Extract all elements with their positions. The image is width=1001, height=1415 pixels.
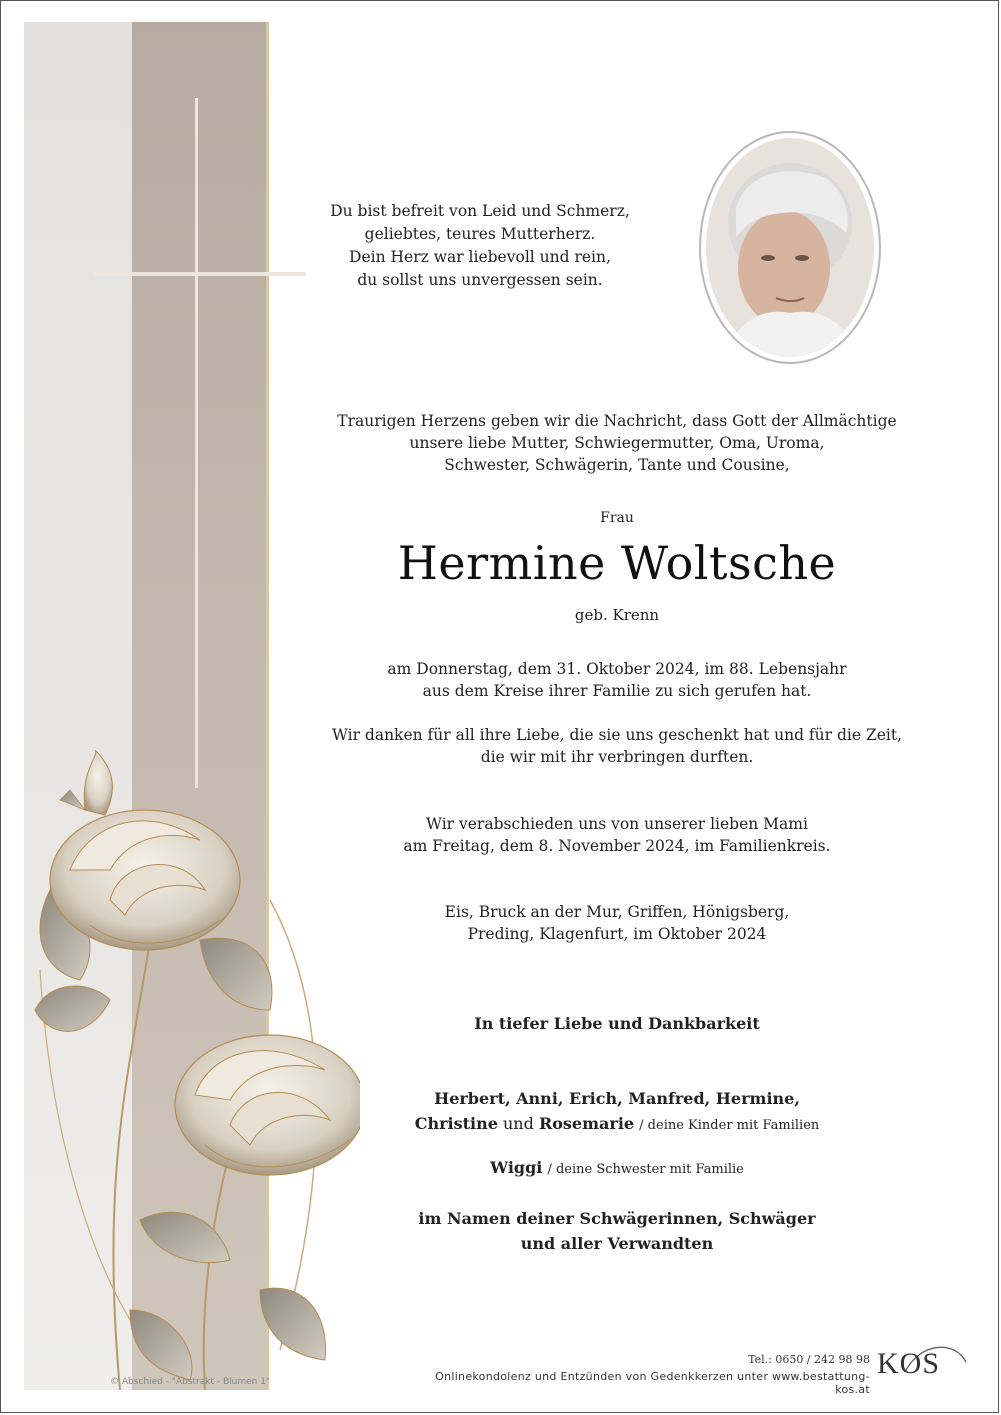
company-logo: KOS [877, 1347, 941, 1380]
sibling-name: Wiggi [490, 1158, 543, 1177]
sibling-line [300, 1158, 934, 1177]
relatives-text [300, 1206, 934, 1256]
farewell-line: Wir verabschieden uns von unserer lieben Mami [426, 815, 808, 833]
footer-phone: Tel.: 0650 / 242 98 98 [748, 1353, 870, 1366]
poem-line: Du bist befreit von Leid und Schmerz, [330, 202, 630, 220]
announcement-line: Traurigen Herzens geben wir die Nachricht, dass Gott der Allmächtige [337, 412, 897, 430]
poem-line: geliebtes, teures Mutterherz. [364, 225, 596, 243]
poem-line: Dein Herz war liebevoll und rein, [349, 248, 611, 266]
conjunction: und [502, 1114, 534, 1133]
death-date-text [300, 658, 934, 702]
announcement-line: unsere liebe Mutter, Schwiegermutter, Oma, Uroma, [409, 434, 825, 452]
death-line: aus dem Kreise ihrer Familie zu sich gerufen hat. [422, 682, 812, 700]
relatives-line: im Namen deiner Schwägerinnen, Schwäger [418, 1209, 816, 1228]
memorial-poem [300, 200, 660, 292]
children-role: / deine Kinder mit Familien [639, 1118, 820, 1133]
portrait-photo [706, 138, 874, 357]
poem-line: du sollst uns unvergessen sein. [357, 271, 603, 289]
children-list [300, 1086, 934, 1138]
cross-vertical-bar [195, 98, 198, 788]
maiden-name: geb. Krenn [574, 606, 660, 624]
thanks-line: die wir mit ihr verbringen durften. [480, 748, 754, 766]
sibling-role: / deine Schwester mit Familie [547, 1162, 744, 1177]
place-line: Preding, Klagenfurt, im Oktober 2024 [467, 925, 767, 943]
child-name: Rosemarie [538, 1114, 635, 1133]
thanks-text [300, 724, 934, 768]
portrait-icon [706, 138, 874, 357]
farewell-text [300, 813, 934, 857]
announcement-text [300, 410, 934, 476]
thanks-line: Wir danken für all ihre Liebe, die sie uns geschenkt hat und für die Zeit, [331, 726, 903, 744]
honorific: Frau [600, 510, 634, 526]
place-line: Eis, Bruck an der Mur, Griffen, Hönigsberg, [444, 903, 790, 921]
farewell-line: am Freitag, dem 8. November 2024, im Familienkreis. [403, 837, 831, 855]
announcement-line: Schwester, Schwägerin, Tante und Cousine, [444, 456, 790, 474]
deceased-name: Hermine Woltsche [397, 536, 837, 590]
closing-text: In tiefer Liebe und Dankbarkeit [474, 1014, 760, 1033]
portrait-frame [699, 131, 881, 364]
child-name: Christine [414, 1114, 498, 1133]
death-line: am Donnerstag, dem 31. Oktober 2024, im 88. Lebensjahr [387, 660, 847, 678]
cross-horizontal-bar [94, 272, 306, 276]
place-date-text [300, 901, 934, 945]
footer-website-text: Onlinekondolenz und Entzünden von Gedenkkerzen unter www.bestattung-kos.at [435, 1370, 870, 1396]
relatives-line: und aller Verwandten [520, 1234, 714, 1253]
image-copyright: © Abschied - "Abstrakt - Blumen 1" [110, 1377, 271, 1387]
children-names: Herbert, Anni, Erich, Manfred, Hermine, [434, 1089, 800, 1108]
